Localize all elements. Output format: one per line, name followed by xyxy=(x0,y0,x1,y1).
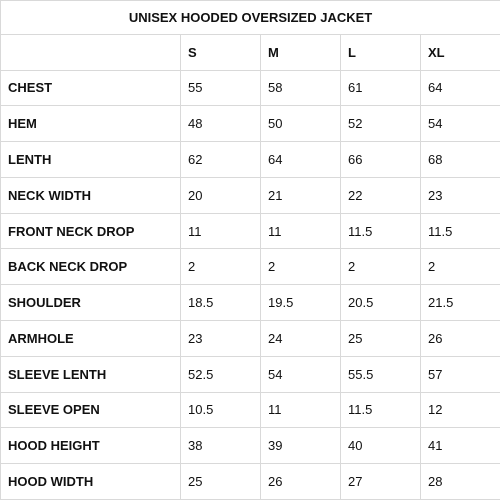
chart-title: UNISEX HOODED OVERSIZED JACKET xyxy=(1,1,500,35)
value-cell-xl: 28 xyxy=(421,464,500,500)
value-cell-m: 2 xyxy=(261,249,341,285)
value-cell-s: 25 xyxy=(181,464,261,500)
measurement-label: HOOD HEIGHT xyxy=(1,428,181,464)
table-row xyxy=(1,213,500,249)
header-corner xyxy=(1,34,181,70)
value-cell-xl: 21.5 xyxy=(421,285,500,321)
value-cell-xl: 11.5 xyxy=(421,213,500,249)
value-cell-s: 48 xyxy=(181,106,261,142)
header-size-l: L xyxy=(341,34,421,70)
table-row xyxy=(1,320,500,356)
table-row xyxy=(1,392,500,428)
value-cell-l: 61 xyxy=(341,70,421,106)
value-cell-xl: 41 xyxy=(421,428,500,464)
value-cell-m: 58 xyxy=(261,70,341,106)
value-cell-xl: 54 xyxy=(421,106,500,142)
table-row xyxy=(1,356,500,392)
value-cell-xl: 64 xyxy=(421,70,500,106)
value-cell-l: 22 xyxy=(341,177,421,213)
measurement-label: SHOULDER xyxy=(1,285,181,321)
value-cell-l: 20.5 xyxy=(341,285,421,321)
table-row xyxy=(1,177,500,213)
value-cell-s: 55 xyxy=(181,70,261,106)
value-cell-s: 2 xyxy=(181,249,261,285)
value-cell-l: 11.5 xyxy=(341,392,421,428)
value-cell-xl: 23 xyxy=(421,177,500,213)
value-cell-xl: 12 xyxy=(421,392,500,428)
header-size-xl: XL xyxy=(421,34,500,70)
measurement-label: BACK NECK DROP xyxy=(1,249,181,285)
value-cell-s: 18.5 xyxy=(181,285,261,321)
table-row xyxy=(1,106,500,142)
value-cell-s: 38 xyxy=(181,428,261,464)
value-cell-m: 54 xyxy=(261,356,341,392)
measurement-label: FRONT NECK DROP xyxy=(1,213,181,249)
header-row xyxy=(1,34,500,70)
value-cell-m: 11 xyxy=(261,392,341,428)
value-cell-m: 19.5 xyxy=(261,285,341,321)
table-row xyxy=(1,142,500,178)
value-cell-l: 25 xyxy=(341,320,421,356)
header-size-m: M xyxy=(261,34,341,70)
measurement-label: HEM xyxy=(1,106,181,142)
value-cell-l: 66 xyxy=(341,142,421,178)
value-cell-xl: 2 xyxy=(421,249,500,285)
size-chart-body xyxy=(1,1,500,500)
header-size-s: S xyxy=(181,34,261,70)
value-cell-l: 27 xyxy=(341,464,421,500)
value-cell-s: 20 xyxy=(181,177,261,213)
measurement-label: NECK WIDTH xyxy=(1,177,181,213)
table-row xyxy=(1,249,500,285)
measurement-label: CHEST xyxy=(1,70,181,106)
measurement-label: ARMHOLE xyxy=(1,320,181,356)
value-cell-m: 26 xyxy=(261,464,341,500)
value-cell-l: 2 xyxy=(341,249,421,285)
table-row xyxy=(1,464,500,500)
value-cell-l: 11.5 xyxy=(341,213,421,249)
value-cell-s: 11 xyxy=(181,213,261,249)
value-cell-m: 64 xyxy=(261,142,341,178)
value-cell-xl: 26 xyxy=(421,320,500,356)
value-cell-l: 52 xyxy=(341,106,421,142)
value-cell-l: 55.5 xyxy=(341,356,421,392)
table-row xyxy=(1,285,500,321)
table-row xyxy=(1,70,500,106)
value-cell-s: 10.5 xyxy=(181,392,261,428)
value-cell-m: 11 xyxy=(261,213,341,249)
measurement-label: HOOD WIDTH xyxy=(1,464,181,500)
value-cell-m: 39 xyxy=(261,428,341,464)
measurement-label: SLEEVE LENTH xyxy=(1,356,181,392)
value-cell-l: 40 xyxy=(341,428,421,464)
value-cell-xl: 68 xyxy=(421,142,500,178)
value-cell-s: 23 xyxy=(181,320,261,356)
value-cell-xl: 57 xyxy=(421,356,500,392)
value-cell-s: 62 xyxy=(181,142,261,178)
title-row xyxy=(1,1,500,35)
value-cell-m: 21 xyxy=(261,177,341,213)
measurement-label: SLEEVE OPEN xyxy=(1,392,181,428)
table-row xyxy=(1,428,500,464)
measurement-label: LENTH xyxy=(1,142,181,178)
value-cell-m: 24 xyxy=(261,320,341,356)
value-cell-s: 52.5 xyxy=(181,356,261,392)
value-cell-m: 50 xyxy=(261,106,341,142)
